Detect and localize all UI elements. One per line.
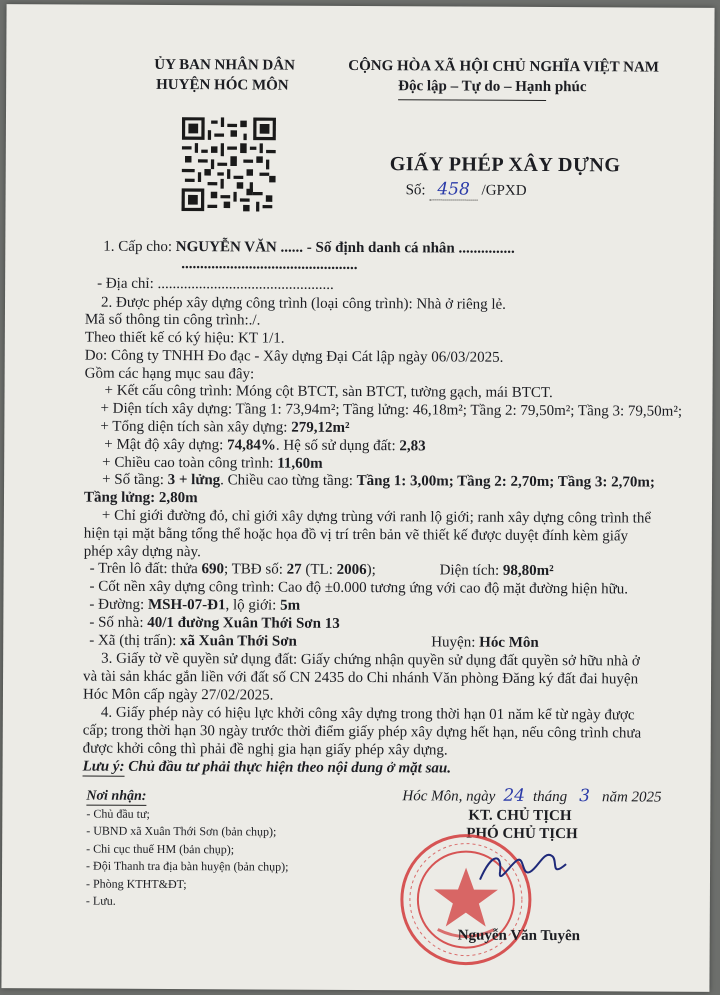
design-code-line: Theo thiết kế có ký hiệu: KT 1/1. bbox=[84, 329, 285, 347]
plot-area: Diện tích: 98,80m² bbox=[439, 562, 554, 580]
address-line: - Địa chỉ: ............................................... bbox=[97, 275, 334, 293]
mezzanine-height-line: Tầng lửng: 2,80m bbox=[83, 489, 198, 507]
recipients-list bbox=[86, 806, 289, 911]
ownership-line-3: Hóc Môn cấp ngày 27/02/2025. bbox=[82, 686, 274, 704]
total-floor-area-line: + Tổng diện tích sàn xây dựng: 279,12m² bbox=[100, 418, 350, 436]
authority-line-2: HUYỆN HÓC MÔN bbox=[156, 76, 289, 94]
validity-line-3: được khởi công thì phải đề nghị gia hạn giấy phép xây dựng. bbox=[82, 740, 448, 759]
qr-code-icon bbox=[181, 117, 275, 211]
signer-title-2: PHÓ CHỦ TỊCH bbox=[466, 825, 578, 843]
grant-to-line: 1. Cấp cho: NGUYỄN VĂN ...... - Số định danh cá nhân ............... bbox=[103, 238, 515, 257]
document-page bbox=[1, 4, 714, 992]
national-title: CỘNG HÒA XÃ HỘI CHỦ NGHĨA VIỆT NAM bbox=[348, 57, 660, 76]
national-motto: Độc lập – Tự do – Hạnh phúc bbox=[398, 78, 587, 96]
grant-to-line-2: ............................................... bbox=[181, 256, 358, 273]
district-line: Huyện: Hóc Môn bbox=[431, 634, 539, 651]
list-item: - Lưu. bbox=[85, 893, 116, 908]
boundary-line-1: + Chỉ giới đường đỏ, chỉ giới xây dựng trùng với ranh lộ giới; ranh xây dựng công trình thể bbox=[101, 507, 652, 527]
permit-number: Số: 458 /GPXD bbox=[405, 179, 527, 200]
construction-area-line: + Diện tích xây dựng: Tầng 1: 73,94m²; Tầng lửng: 46,18m²; Tầng 2: 79,50m²; Tầng 3: 79,50m²; bbox=[100, 400, 683, 420]
list-item: - Chi cục thuế HM (bản chụp); bbox=[86, 841, 235, 857]
note-line: Lưu ý: Chủ đầu tư phải thực hiện theo nội dung ở mặt sau. bbox=[82, 758, 452, 777]
authority-line-1: ỦY BAN NHÂN DÂN bbox=[154, 56, 296, 74]
document-title: GIẤY PHÉP XÂY DỰNG bbox=[389, 153, 621, 177]
list-item: - Chủ đầu tư; bbox=[86, 806, 150, 821]
permit-number-value: 458 bbox=[429, 179, 478, 200]
list-item: - Đội Thanh tra địa bàn huyện (bản chụp); bbox=[86, 858, 289, 874]
floors-line: + Số tầng: 3 + lửng. Chiều cao từng tầng: Tầng 1: 3,00m; Tầng 2: 2,70m; Tầng 3: 2,70m; bbox=[102, 471, 655, 491]
designer-line: Do: Công ty TNHH Đo đạc - Xây dựng Đại Cát lập ngày 06/03/2025. bbox=[84, 347, 504, 366]
commune-line: - Xã (thị trấn): xã Xuân Thới Sơn bbox=[89, 632, 297, 650]
boundary-line-3: phép xây dựng này. bbox=[83, 543, 201, 561]
items-intro-line: Gồm các hạng mục sau đây: bbox=[84, 365, 255, 383]
ownership-line-1: 3. Giấy tờ về quyền sử dụng đất: Giấy chứng nhận quyền sử dụng đất quyền sở hữu nhà ở bbox=[101, 650, 640, 670]
list-item: - UBND xã Xuân Thới Sơn (bản chụp); bbox=[86, 823, 277, 839]
house-number-line: - Số nhà: 40/1 đường Xuân Thới Sơn 13 bbox=[89, 614, 340, 632]
street-line: - Đường: MSH-07-Đ1, lộ giới: 5m bbox=[89, 596, 301, 614]
validity-line-2: cấp; trong thời hạn 30 ngày trước thời điểm giấy phép xây dựng hết hạn, nếu công trình chưa bbox=[82, 722, 642, 742]
total-height-line: + Chiều cao toàn công trình: 11,60m bbox=[102, 454, 323, 472]
permit-type-line: 2. Được phép xây dựng công trình (loại công trình): Nhà ở riêng lẻ. bbox=[100, 294, 507, 313]
signer-name: Nguyễn Văn Tuyên bbox=[457, 927, 581, 945]
motto-underline bbox=[398, 99, 546, 101]
recipients-heading: Nơi nhận: bbox=[86, 788, 147, 804]
list-item: - Phòng KTHT&ĐT; bbox=[85, 876, 187, 891]
validity-line-1: 4. Giấy phép này có hiệu lực khởi công xây dựng trong thời hạn 01 năm kể từ ngày được bbox=[100, 704, 635, 724]
structure-line: + Kết cấu công trình: Móng cột BTCT, sàn BTCT, tường gạch, mái BTCT. bbox=[104, 382, 553, 402]
land-plot-line: - Trên lô đất: thửa 690; TBĐ số: 27 (TL: 2006); bbox=[89, 560, 376, 579]
boundary-line-2: hiện tại mặt bằng tổng thể hoặc họa đồ vị trí trên bản vẽ thiết kế được duyệt đính kèm giấy bbox=[83, 525, 629, 545]
ownership-line-2: và tài sản khác gắn liền với đất số CN 2435 do Chi nhánh Văn phòng Đăng ký đất đai huyện bbox=[83, 668, 639, 688]
floor-level-line: - Cốt nền xây dựng công trình: Cao độ ±0.000 tương ứng với cao độ mặt đường hiện hữu. bbox=[89, 578, 629, 598]
date-line: Hóc Môn, ngày 24 tháng 3 năm 2025 bbox=[402, 785, 662, 807]
density-line: + Mật độ xây dựng: 74,84%. Hệ số sử dụng đất: 2,83 bbox=[104, 436, 426, 455]
signature-icon bbox=[472, 842, 572, 893]
project-code-line: Mã số thông tin công trình:./. bbox=[84, 311, 261, 329]
signer-title-1: KT. CHỦ TỊCH bbox=[468, 807, 572, 825]
